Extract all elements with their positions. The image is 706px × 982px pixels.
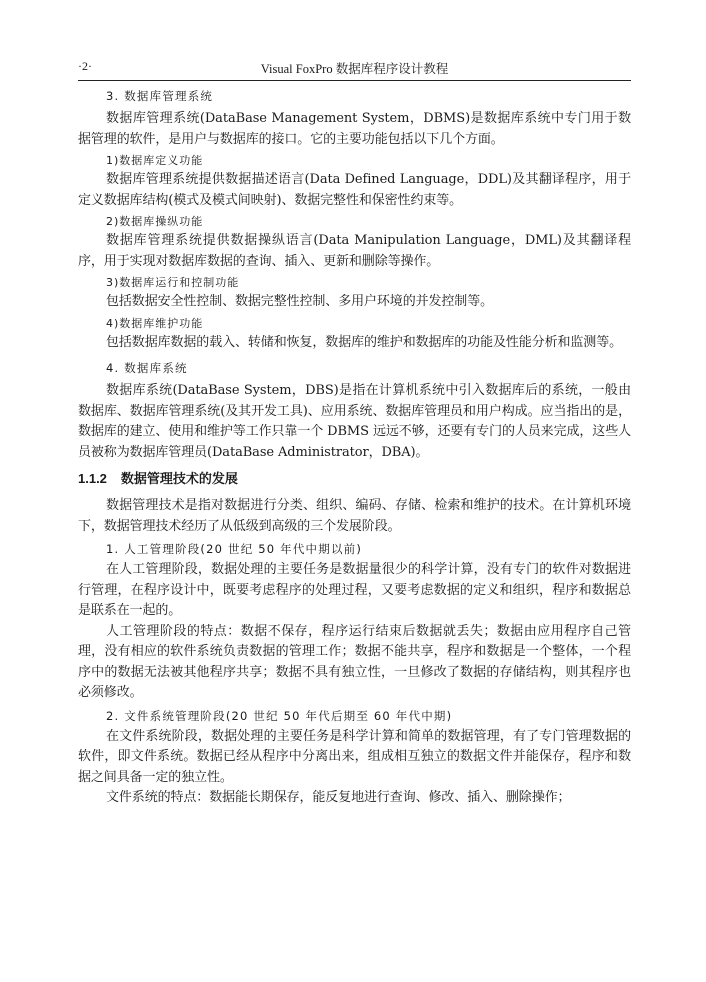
- function-heading-definition: 1)数据库定义功能: [106, 154, 204, 167]
- section-title: 数据管理技术的发展: [120, 471, 238, 486]
- paragraph-file-system-1: 在文件系统阶段，数据处理的主要任务是科学计算和简单的数据管理，有了专门管理数据的软件，即文件系统。数据已经从程序中分离出来，组成相互独立的数据文件并能保存，程序和数据之间具备一定的独立性。: [78, 728, 631, 785]
- paragraph-manual-2: 人工管理阶段的特点：数据不保存，程序运行结束后数据就丢失；数据由应用程序自己管理，没有相应的软件系统负责数据的管理工作；数据不能共享，程序和数据是一个整体，一个程序中的数据无法被其他程序共享；数据不具有独立性，一旦修改了数据的存储结构，则其程序也必须修改。: [78, 623, 631, 700]
- page-number: ·2·: [78, 59, 92, 73]
- paragraph-file-system-2: 文件系统的特点：数据能长期保存，能反复地进行查询、修改、插入、删除操作；: [106, 790, 571, 805]
- paragraph-manual-1: 在人工管理阶段，数据处理的主要任务是数据量很少的科学计算，没有专门的软件对数据进行管理，在程序设计中，既要考虑程序的处理过程，又要考虑数据的定义和组织，程序和数据总是联系在一起的。: [78, 562, 631, 618]
- function-heading-manipulation: 2)数据库操纵功能: [106, 215, 204, 228]
- page-body: [78, 86, 631, 809]
- page-header: [78, 56, 631, 81]
- section-heading-dbs: 4. 数据库系统: [106, 361, 188, 375]
- paragraph-control: 包括数据安全性控制、数据完整性控制、多用户环境的并发控制等。: [106, 294, 494, 309]
- paragraph-dbms-intro: 数据库管理系统(DataBase Management System，DBMS)是数据库系统中专门用于数据管理的软件，是用户与数据库的接口。它的主要功能包括以下几个方面。: [78, 111, 631, 147]
- stage-heading-file-system: 2. 文件系统管理阶段(20 世纪 50 年代后期至 60 年代中期): [106, 708, 453, 723]
- paragraph-data-management-intro: 数据管理技术是指对数据进行分类、组织、编码、存储、检索和维护的技术。在计算机环境下，数据管理技术经历了从低级到高级的三个发展阶段。: [78, 498, 631, 534]
- stage-heading-manual: 1. 人工管理阶段(20 世纪 50 年代中期以前): [106, 542, 363, 556]
- function-heading-maintenance: 4)数据库维护功能: [106, 316, 204, 330]
- section-number: 1.1.2: [78, 471, 107, 486]
- section-heading-dbms: 3. 数据库管理系统: [106, 89, 214, 103]
- paragraph-dbs: 数据库系统(DataBase System，DBS)是指在计算机系统中引入数据库后的系统，一般由数据库、数据库管理系统(及其开发工具)、应用系统、数据库管理员和用户构成。应当指出的是，数据库的建立、使用和维护等工作只靠一个 DBMS 远远不够，还要有专门的人员来完成，这些人员被称为数据库管理员(DataBase Administrator，DBA)。: [78, 383, 631, 460]
- function-heading-control: 3)数据库运行和控制功能: [106, 276, 240, 289]
- section-heading-1-1-2: [78, 468, 631, 490]
- paragraph-manipulation: 数据库管理系统提供数据操纵语言(Data Manipulation Language，DML)及其翻译程序，用于实现对数据库数据的查询、插入、更新和删除等操作。: [78, 233, 631, 269]
- running-title: Visual FoxPro 数据库程序设计教程: [260, 62, 449, 76]
- paragraph-maintenance: 包括数据库数据的载入、转储和恢复，数据库的维护和数据库的功能及性能分析和监测等。: [106, 334, 623, 350]
- paragraph-definition: 数据库管理系统提供数据描述语言(Data Defined Language，DDL)及其翻译程序，用于定义数据库结构(模式及模式间映射)、数据完整性和保密性约束等。: [78, 172, 631, 208]
